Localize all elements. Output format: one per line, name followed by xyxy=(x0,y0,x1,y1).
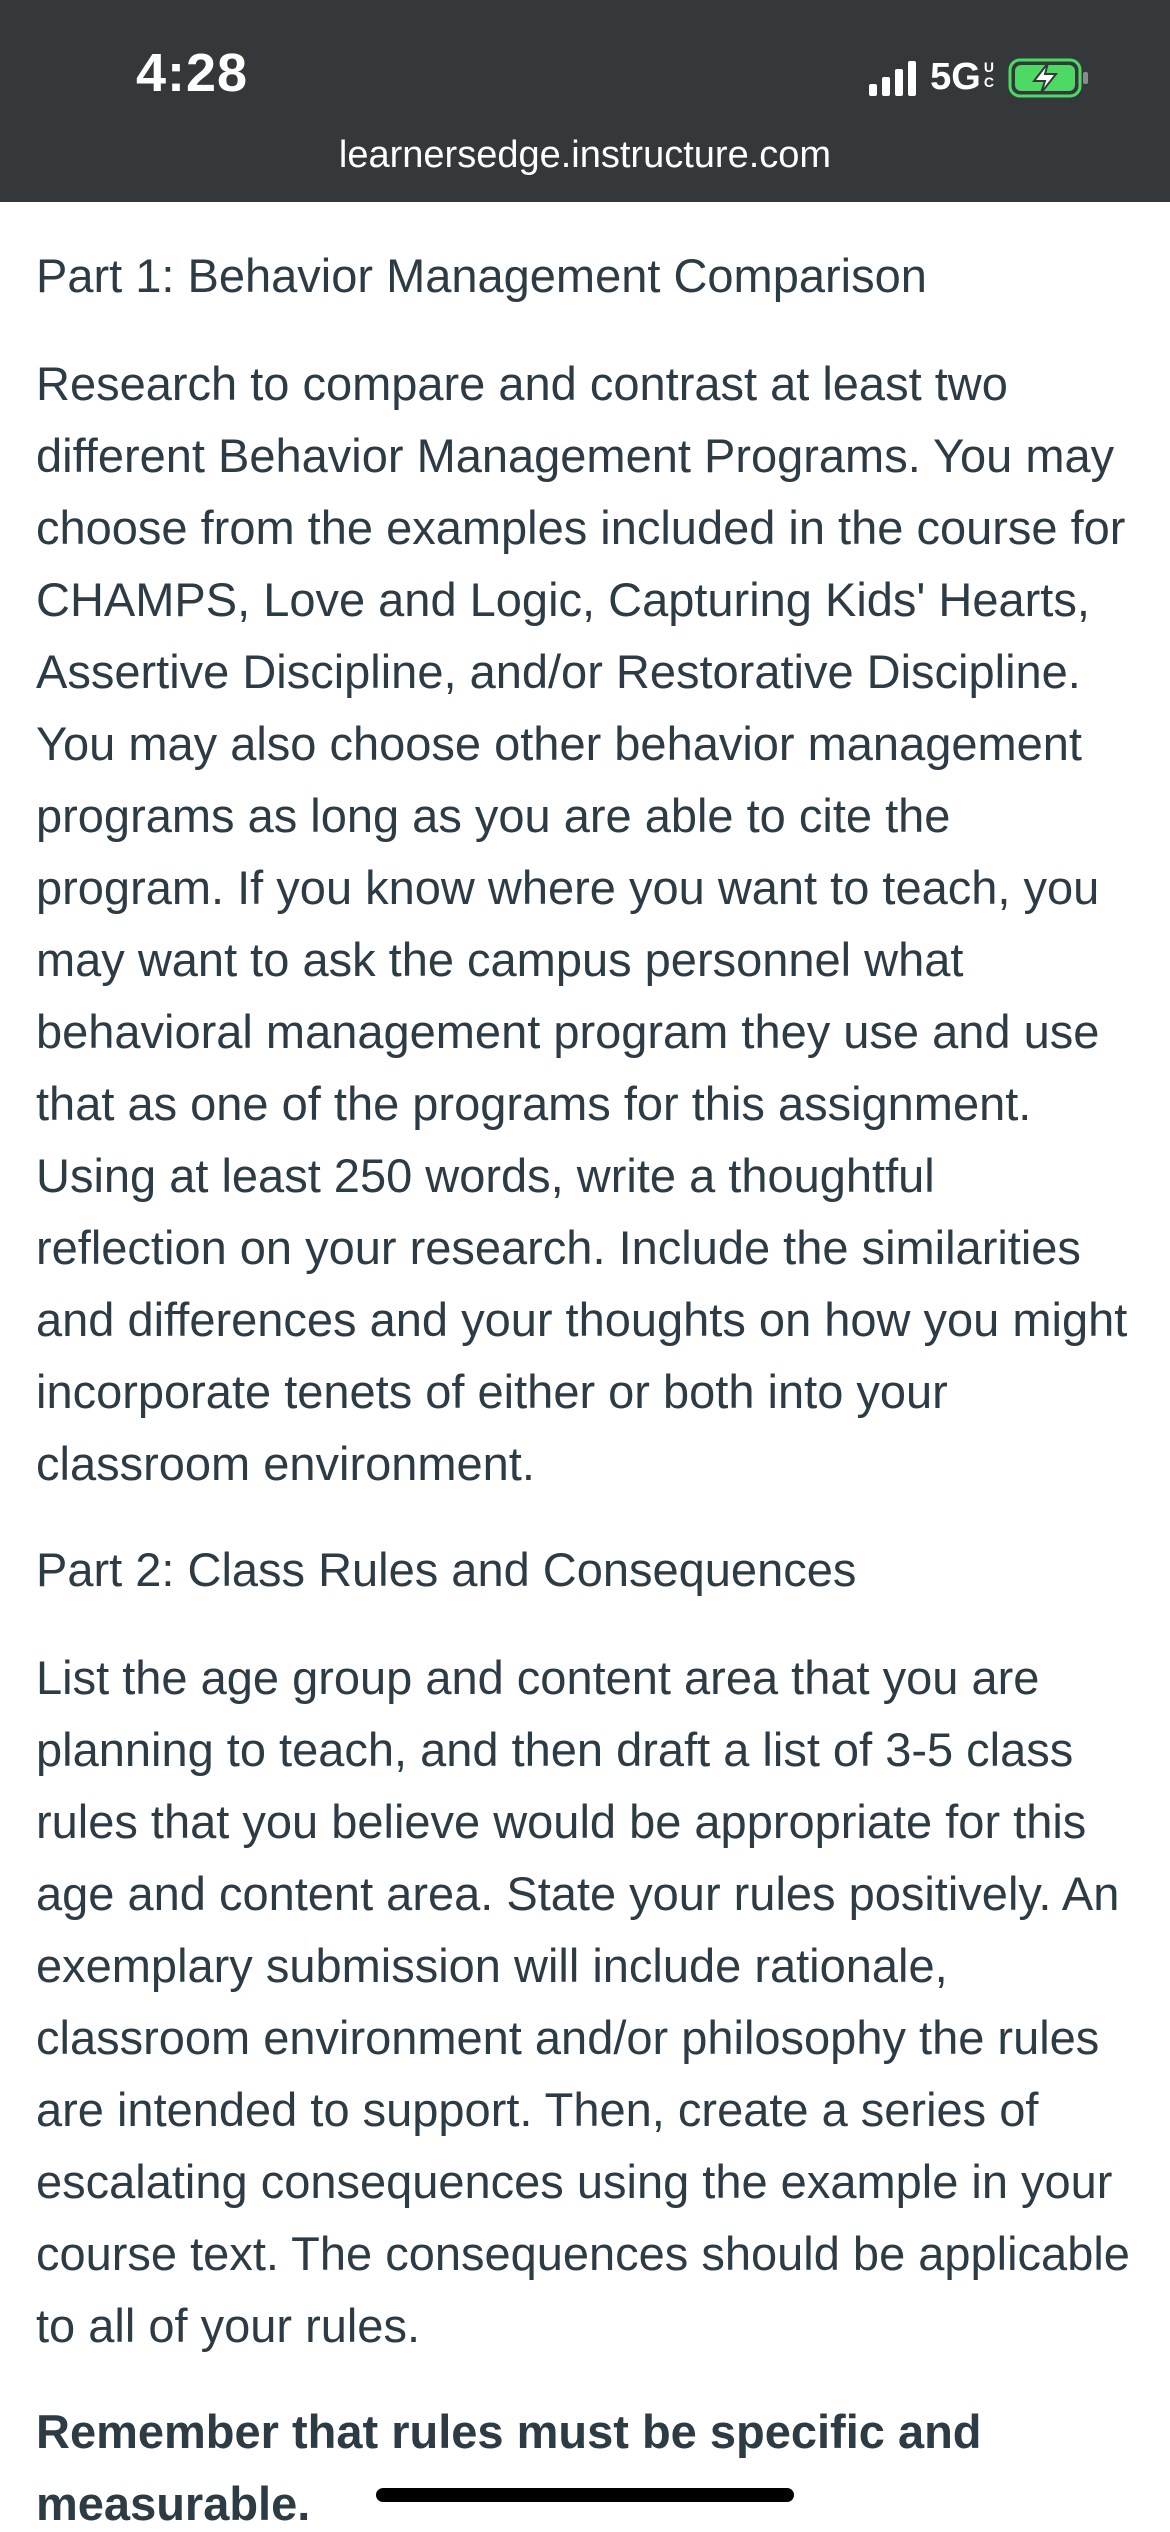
reminder-text: Remember that rules must be specific and measurable. xyxy=(36,2405,982,2530)
home-indicator[interactable] xyxy=(376,2488,794,2502)
status-bar xyxy=(0,0,1170,202)
part2-body: List the age group and content area that you are planning to teach, and then draft a list of 3-5 class rules that you believe would be appropriate for this age and content area. State your rules positively. An exemplary submission will include rationale, classroom environment and/or philosophy the rules are intended to support. Then, create a series of escalating consequences using the example in your course text. The consequences should be applicable to all of your rules. xyxy=(36,1651,1130,2352)
network-label: 5G xyxy=(930,56,981,98)
part1-body: Research to compare and contrast at least two different Behavior Management Programs. You may choose from the examples included in the course for CHAMPS, Love and Logic, Capturing Kids' Hearts, Assertive Discipline, and/or Restorative Discipline. You may also choose other behavior management programs as long as you are able to cite the program. If you know where you want to teach, you may want to ask the campus personnel what behavioral management program they use and use that as one of the programs for this assignment. Using at least 250 words, write a thoughtful reflection on your research. Include the similarities and differences and your thoughts on how you might incorporate tenets of either or both into your classroom environment. xyxy=(36,357,1128,1490)
status-time: 4:28 xyxy=(136,43,249,103)
battery-charging-icon xyxy=(1008,57,1090,99)
status-icons xyxy=(869,56,1090,99)
network-indicator xyxy=(930,56,994,99)
browser-url[interactable]: learnersedge.instructure.com xyxy=(338,134,832,176)
signal-icon xyxy=(869,60,916,96)
uc-icon: U C xyxy=(983,59,994,90)
assignment-content xyxy=(36,240,1136,2532)
part2-heading: Part 2: Class Rules and Consequences xyxy=(36,1543,857,1596)
part1-heading: Part 1: Behavior Management Comparison xyxy=(36,249,927,302)
